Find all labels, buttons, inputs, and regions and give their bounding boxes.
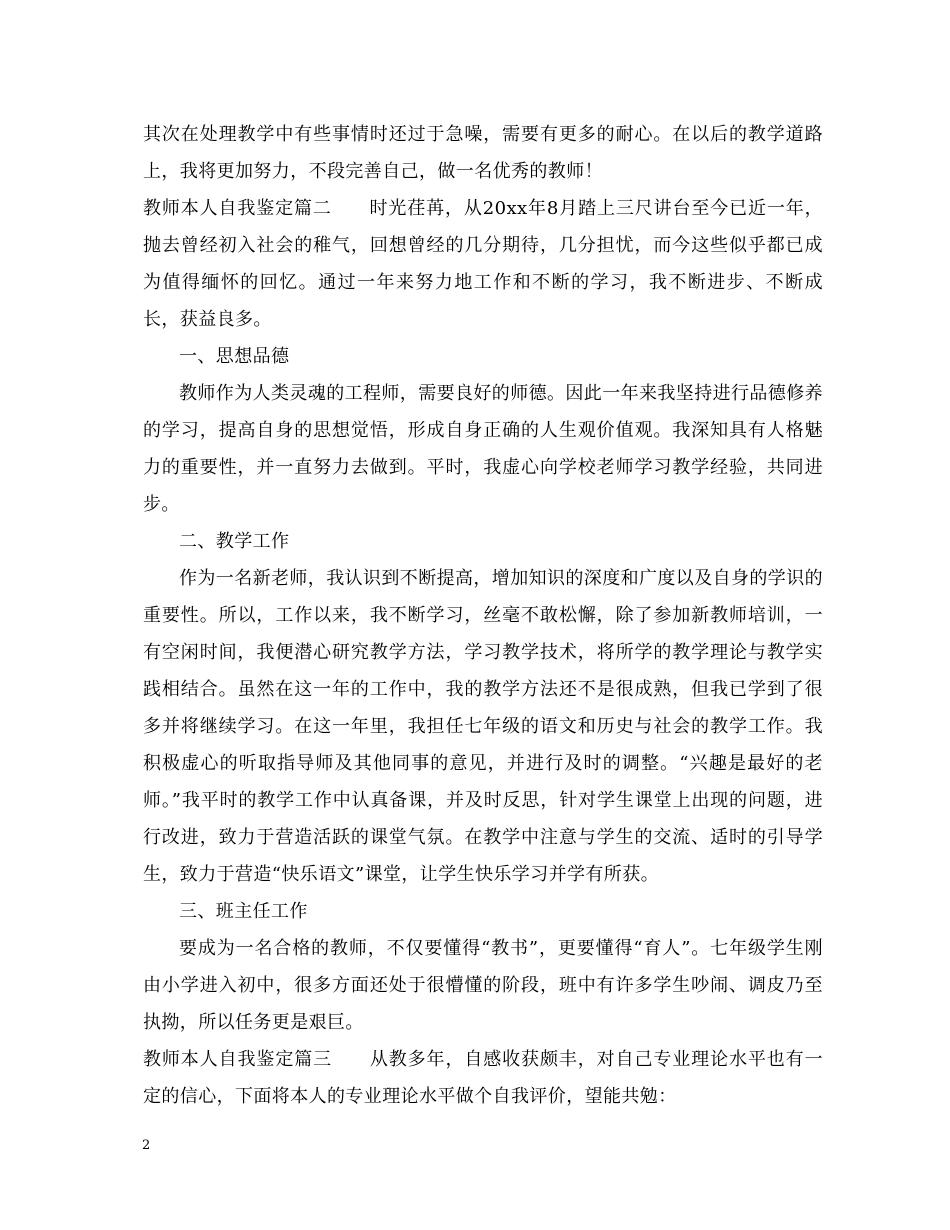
heading-moral-character: 一、思想品德 [179, 346, 290, 367]
body-text [143, 116, 823, 1115]
paragraph-moral-character: 教师作为人类灵魂的工程师，需要良好的师德。因此一年来我坚持进行品德修养的学习，提高自身的思想觉悟，形成自身正确的人生观价值观。我深知具有人格魅力的重要性，并一直努力去做到。平时，我虚心向学校老师学习教学经验，共同进步。 [143, 383, 823, 515]
paragraph-section-three-intro: 教师本人自我鉴定篇三 从教多年，自感收获颇丰，对自己专业理论水平也有一定的信心，下面将本人的专业理论水平做个自我评价，望能共勉： [143, 1049, 823, 1107]
heading-teaching-work: 二、教学工作 [179, 531, 290, 552]
heading-homeroom-work: 三、班主任工作 [179, 901, 308, 922]
paragraph-teaching-work: 作为一名新老师，我认识到不断提高，增加知识的深度和广度以及自身的学识的重要性。所以，工作以来，我不断学习，丝毫不敢松懈，除了参加新教师培训，一有空闲时间，我便潜心研究教学方法，学习教学技术，将所学的教学理论与教学实践相结合。虽然在这一年的工作中，我的教学方法还不是很成熟，但我已学到了很多并将继续学习。在这一年里，我担任七年级的语文和历史与社会的教学工作。我积极虚心的听取指导师及其他同事的意见，并进行及时的调整。“兴趣是最好的老师。”我平时的教学工作中认真备课，并及时反思，针对学生课堂上出现的问题，进行改进，致力于营造活跃的课堂气氛。在教学中注意与学生的交流、适时的引导学生，致力于营造“快乐语文”课堂，让学生快乐学习并学有所获。 [143, 568, 823, 885]
page-number: 2 [142, 1138, 151, 1153]
paragraph-homeroom-work: 要成为一名合格的教师，不仅要懂得“教书”，更要懂得“育人”。七年级学生刚由小学进入初中，很多方面还处于很懵懂的阶段，班中有许多学生吵闹、调皮乃至执拗，所以任务更是艰巨。 [143, 938, 823, 1033]
paragraph-section-two-intro: 教师本人自我鉴定篇二 时光荏苒，从20xx年8月踏上三尺讲台至今已近一年，抛去曾经初入社会的稚气，回想曾经的几分期待，几分担忧，而今这些似乎都已成为值得缅怀的回忆。通过一年来努力地工作和不断的学习，我不断进步、不断成长，获益良多。 [143, 198, 823, 330]
paragraph-closing: 其次在处理教学中有些事情时还过于急噪，需要有更多的耐心。在以后的教学道路上，我将更加努力，不段完善自己，做一名优秀的教师！ [143, 124, 823, 182]
